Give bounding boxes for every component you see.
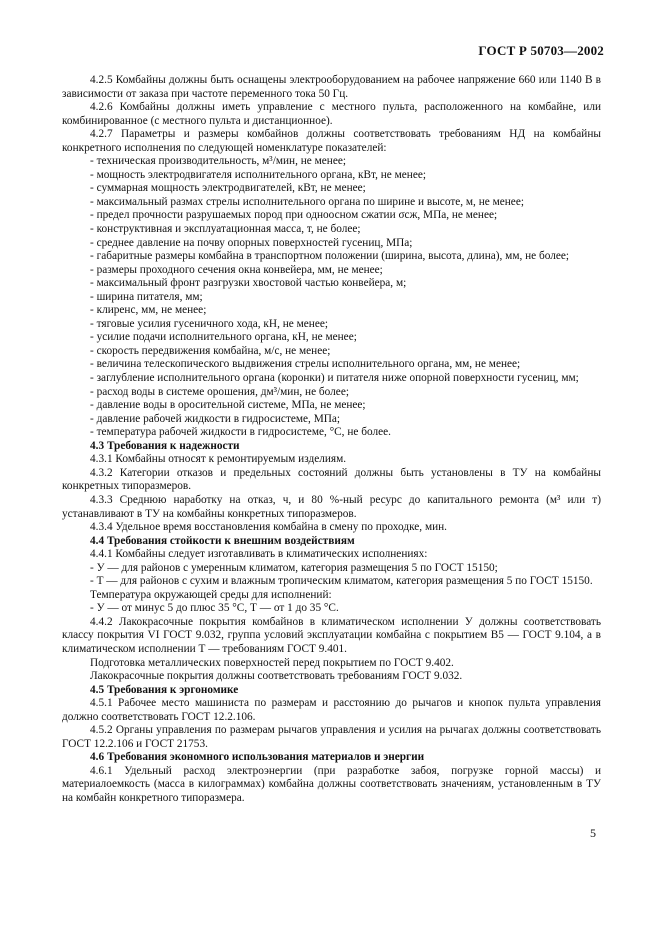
- list-item: - максимальный фронт разгрузки хвостовой частью конвейера, м;: [90, 277, 407, 290]
- paragraph: 4.3.4 Удельное время восстановления комбайна в смену по проходке, мин.: [90, 521, 448, 534]
- list-item: - суммарная мощность электродвигателей, кВт, не менее;: [90, 182, 366, 195]
- paragraph: 4.5.2 Органы управления по размерам рычагов управления и усилия на рычагах должны соответствовать ГОСТ 12.2.106 и ГОСТ 21753.: [62, 724, 601, 750]
- paragraph: 4.2.7 Параметры и размеры комбайнов должны соответствовать требованиям НД на комбайны конкретного исполнения по следующей номенклатуре показателей:: [62, 128, 601, 154]
- list-item: - среднее давление на почву опорных поверхностей гусениц, МПа;: [90, 236, 413, 249]
- paragraph: 4.3.3 Среднюю наработку на отказ, ч, и 80 %-ный ресурс до капитального ремонта (м³ или т) устанавливают в ТУ на комбайны конкретных типоразмеров.: [62, 493, 601, 520]
- list-item: - Т — для районов с сухим и влажным тропическим климатом, категория размещения 5 по ГОСТ 15150.: [90, 575, 593, 588]
- paragraph: 4.4.2 Лакокрасочные покрытия комбайнов в климатическом исполнении У должны соответствовать классу покрытия VI ГОСТ 9.032, группа условий эксплуатации комбайна с покрытием В5 — ГОСТ 9.104, а в климатическом исполнении Т — требованиям ГОСТ 9.401.: [62, 615, 601, 655]
- paragraph: 4.2.5 Комбайны должны быть оснащены электрооборудованием на рабочее напряжение 660 или 1140 В в зависимости от заказа при частоте переменного тока 50 Гц.: [62, 74, 601, 100]
- list-item: - У — от минус 5 до плюс 35 °С, Т — от 1 до 35 °С.: [90, 602, 339, 615]
- list-item: - предел прочности разрушаемых пород при одноосном сжатии σсж, МПа, не менее;: [90, 209, 498, 222]
- list-item: - величина телескопического выдвижения стрелы исполнительного органа, мм, не менее;: [90, 358, 521, 371]
- list-item: - ширина питателя, мм;: [90, 290, 203, 303]
- list-item: - усилие подачи исполнительного органа, кН, не менее;: [90, 331, 357, 344]
- paragraph: Подготовка металлических поверхностей перед покрытием по ГОСТ 9.402.: [90, 656, 454, 669]
- paragraph: 4.6.1 Удельный расход электроэнергии (при разработке забоя, погрузке горной массы) и материалоемкость (масса в килограммах) комбайна должны соответствовать значениям, установленным в ТУ на комбайн конкретного типоразмера.: [62, 764, 601, 804]
- paragraph: 4.3.1 Комбайны относят к ремонтируемым изделиям.: [90, 453, 347, 466]
- paragraph: 4.3.2 Категории отказов и предельных состояний должны быть установлены в ТУ на комбайны конкретных типоразмеров.: [62, 466, 601, 493]
- document-body: [62, 74, 601, 806]
- section-heading: 4.3 Требования к надежности: [90, 439, 240, 452]
- paragraph: Лакокрасочные покрытия должны соответствовать требованиям ГОСТ 9.032.: [90, 670, 463, 683]
- list-item: - максимальный размах стрелы исполнительного органа по ширине и высоте, м, не менее;: [90, 195, 524, 208]
- list-item: - скорость передвижения комбайна, м/с, не менее;: [90, 344, 331, 357]
- document-standard-id: ГОСТ Р 50703—2002: [478, 43, 604, 58]
- list-item: - размеры проходного сечения окна конвейера, мм, не менее;: [90, 263, 383, 276]
- list-item: - У — для районов с умеренным климатом, категория размещения 5 по ГОСТ 15150;: [90, 561, 498, 574]
- list-item: - температура рабочей жидкости в гидросистеме, °С, не более.: [90, 426, 391, 439]
- section-heading: 4.5 Требования к эргономике: [90, 683, 239, 696]
- list-item: - конструктивная и эксплуатационная масса, т, не более;: [90, 223, 361, 236]
- list-item: - клиренс, мм, не менее;: [90, 304, 207, 317]
- list-item: - расход воды в системе орошения, дм³/мин, не более;: [90, 385, 349, 398]
- list-item: - техническая производительность, м³/мин, не менее;: [90, 155, 346, 168]
- paragraph: 4.2.6 Комбайны должны иметь управление с местного пульта, расположенного на комбайне, или комбинированное (с местного пульта и дистанционное).: [62, 101, 601, 127]
- page-number: 5: [590, 826, 596, 840]
- list-item: - заглубление исполнительного органа (коронки) и питателя ниже опорной поверхности гусениц, мм;: [90, 372, 579, 385]
- list-item: - давление воды в оросительной системе, МПа, не менее;: [90, 399, 366, 412]
- paragraph: 4.5.1 Рабочее место машиниста по размерам и расстоянию до рычагов и кнопок пульта управления должно соответствовать ГОСТ 12.2.106.: [62, 697, 601, 723]
- section-heading: 4.6 Требования экономного использования материалов и энергии: [90, 751, 425, 764]
- paragraph: Температура окружающей среды для исполнений:: [90, 588, 332, 601]
- paragraph: 4.4.1 Комбайны следует изготавливать в климатических исполнениях:: [90, 548, 428, 561]
- list-item: - мощность электродвигателя исполнительного органа, кВт, не менее;: [90, 168, 427, 181]
- list-item: - давление рабочей жидкости в гидросистеме, МПа;: [90, 412, 341, 425]
- list-item: - тяговые усилия гусеничного хода, кН, не менее;: [90, 317, 328, 330]
- list-item: - габаритные размеры комбайна в транспортном положении (ширина, высота, длина), мм, не более;: [90, 250, 570, 263]
- section-heading: 4.4 Требования стойкости к внешним воздействиям: [90, 534, 355, 547]
